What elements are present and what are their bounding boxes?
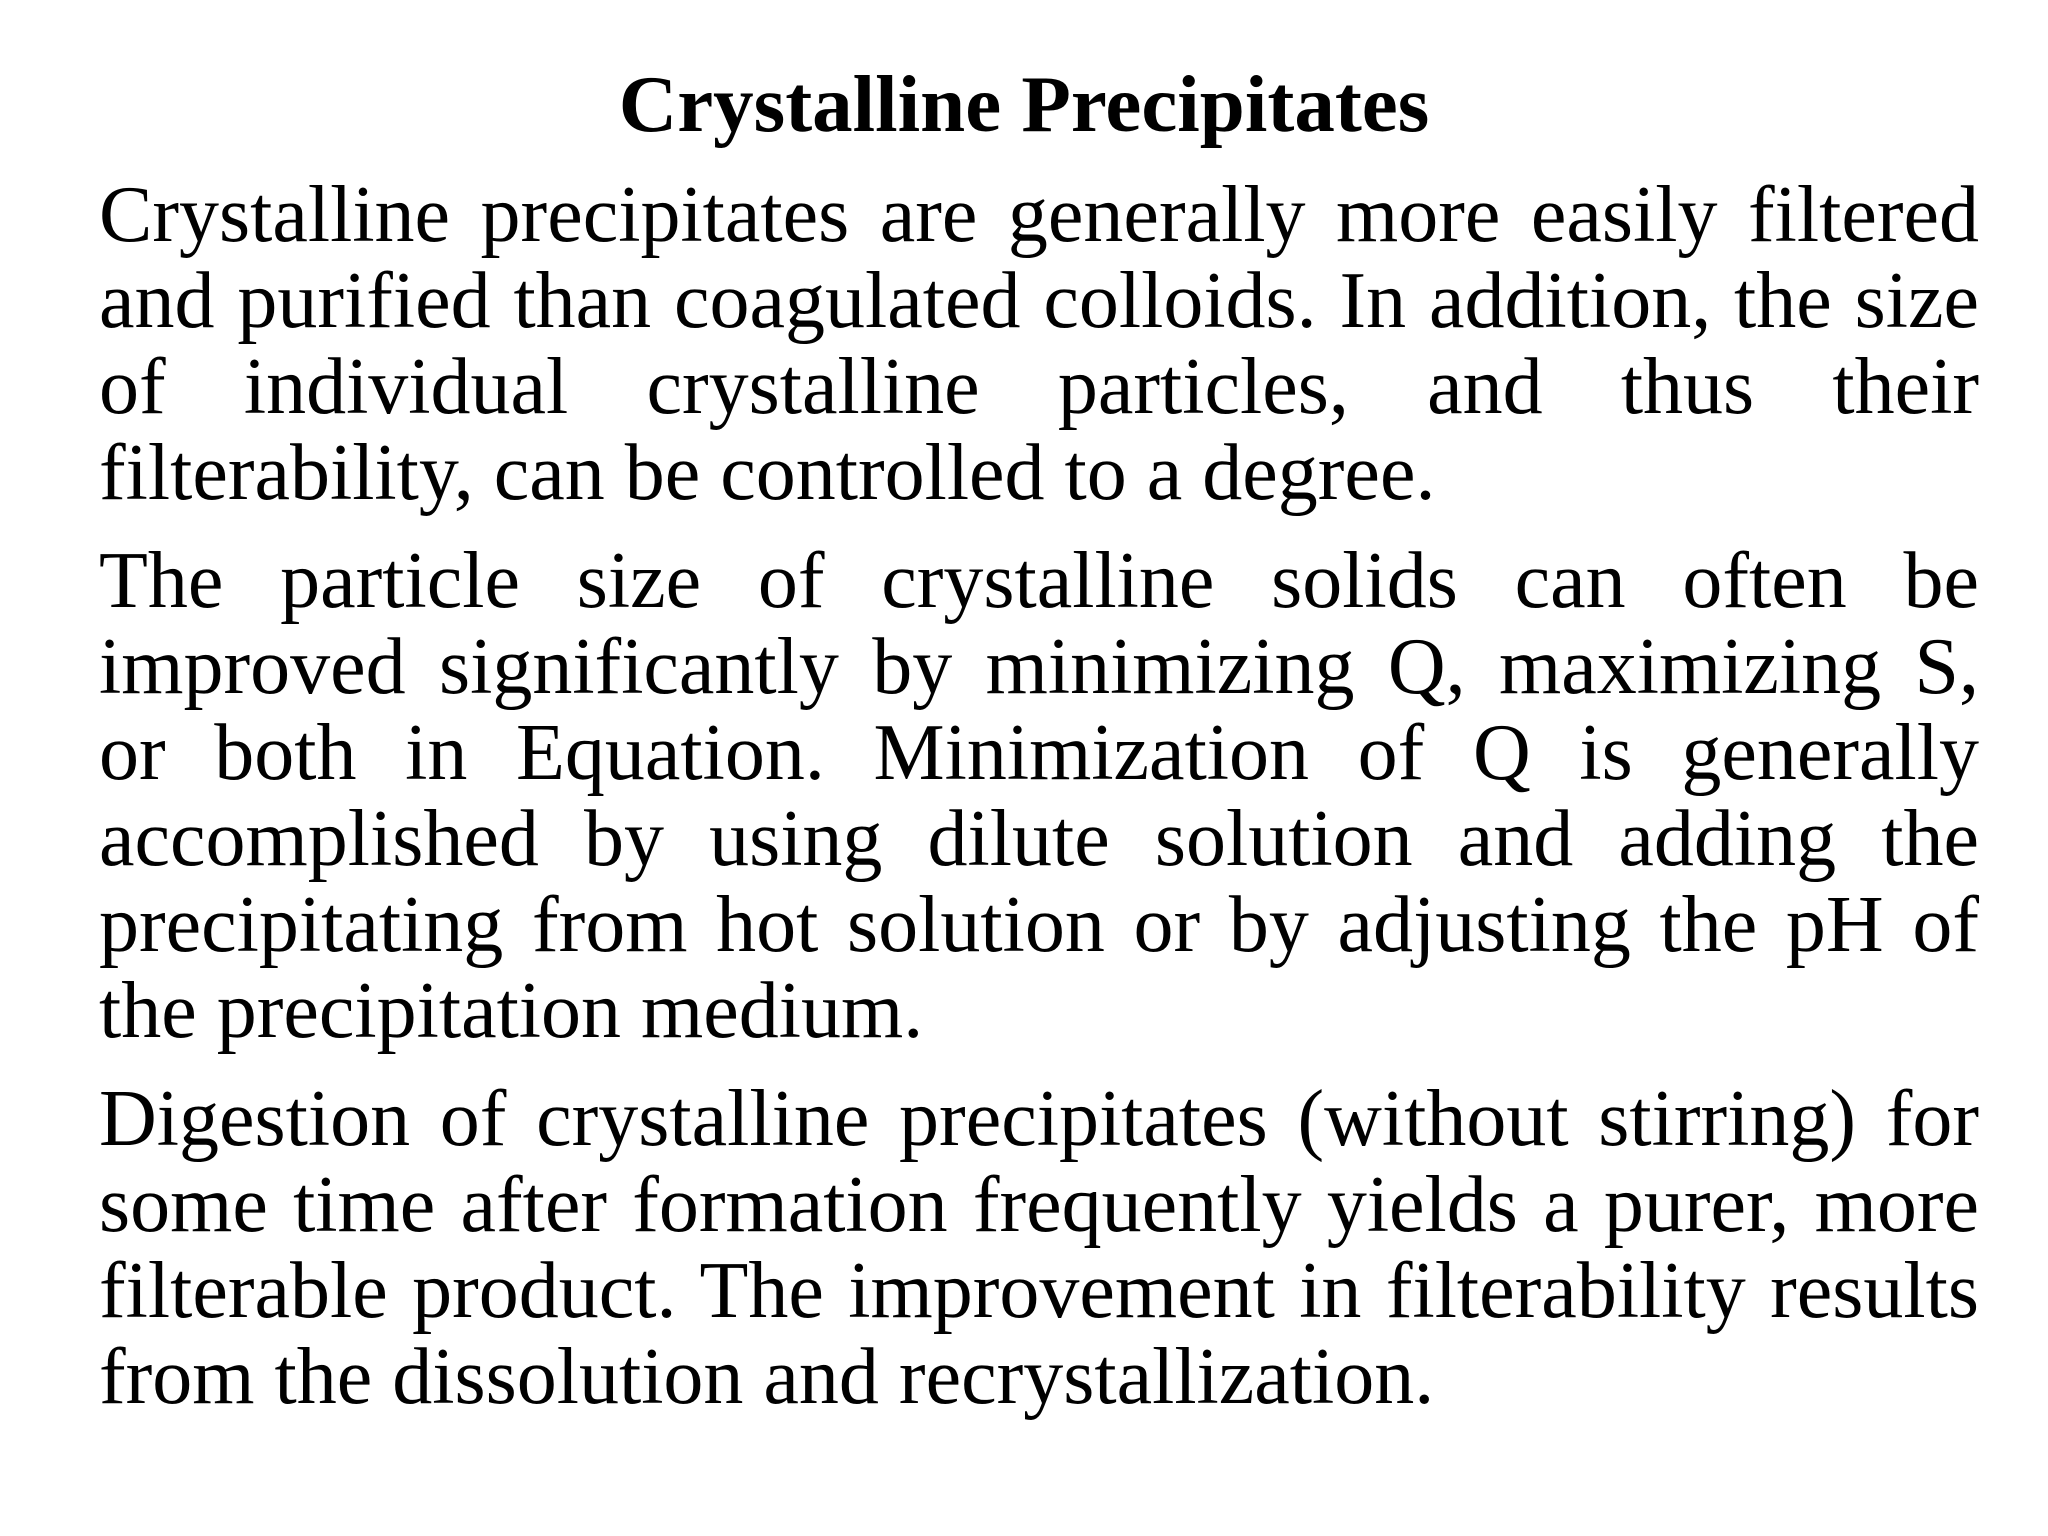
paragraph-digestion: Digestion of crystalline precipitates (without stirring) for some time after formation frequently yields a purer, more filterable product. The improvement in filterability results from the dissolution and recrystallization. [99, 1075, 1979, 1421]
slide-title: Crystalline Precipitates [618, 59, 1430, 149]
paragraph-crystalline-filtering: Crystalline precipitates are generally more easily filtered and purified than coagulated colloids. In addition, the size of individual crystalline particles, and thus their filterability, can be controlled to a degree. [99, 171, 1979, 517]
paragraph-particle-size: The particle size of crystalline solids can often be improved significantly by minimizing Q, maximizing S, or both in Equation. Minimization of Q is generally accomplished by using dilute solution and adding the precipitating from hot solution or by adjusting the pH of the precipitation medium. [99, 537, 1979, 1055]
